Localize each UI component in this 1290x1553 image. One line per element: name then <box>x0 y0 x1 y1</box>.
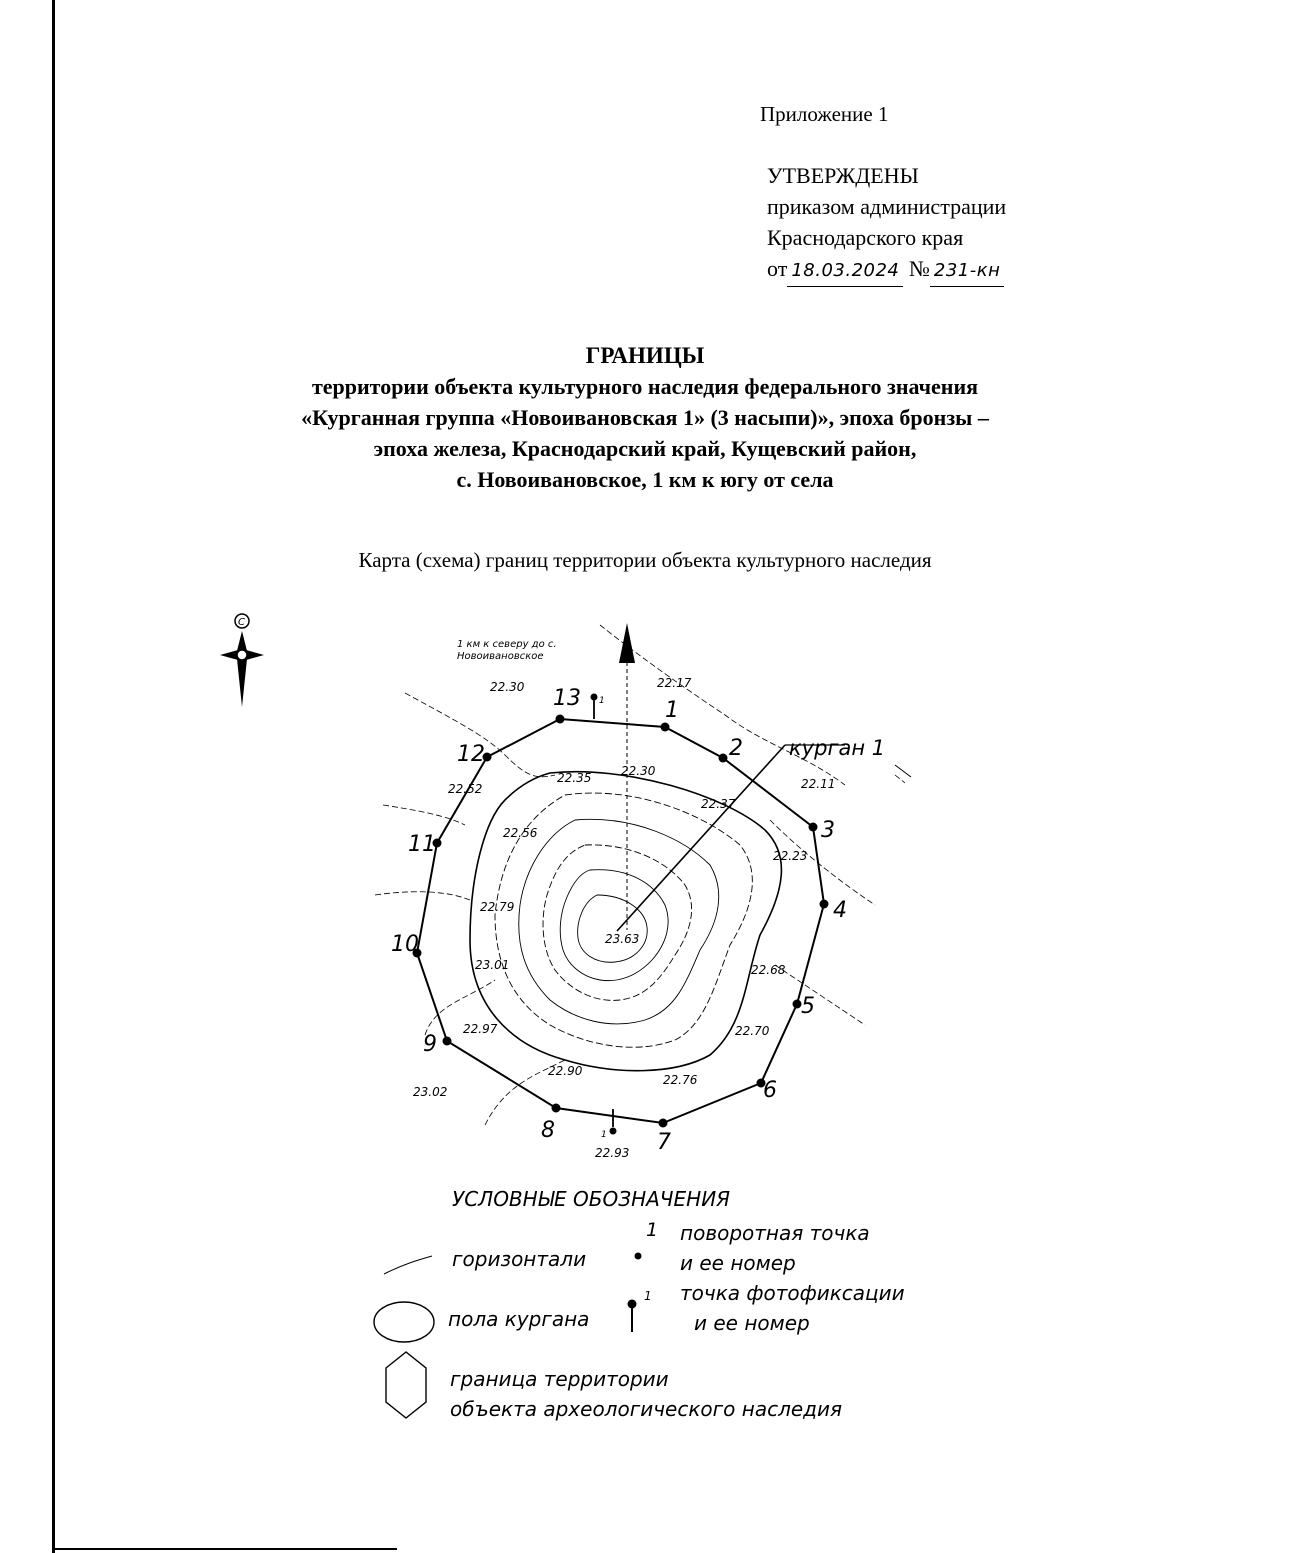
elevation-mark: 23.02 <box>413 1085 448 1099</box>
contour-line-icon <box>384 1256 432 1274</box>
document-title-block <box>0 340 1290 495</box>
point-label-4: 4 <box>833 898 847 923</box>
elevation-mark: 22.35 <box>557 771 592 785</box>
point-label-5: 5 <box>801 994 815 1019</box>
page-border-left <box>52 0 55 1553</box>
order-number: 231-кн <box>930 255 1005 287</box>
title-line-2: «Курганная группа «Новоивановская 1» (3 насыпи)», эпоха бронзы – <box>301 405 989 430</box>
elevation-mark: 22.68 <box>751 963 786 977</box>
legend-photo-2: и ее номер <box>694 1311 810 1335</box>
boundary-point-labels <box>391 686 847 1155</box>
legend-mound-floor: пола кургана <box>448 1307 590 1331</box>
legend-turn-point-1: поворотная точка <box>680 1221 870 1245</box>
elevation-mark: 22.97 <box>463 1022 498 1036</box>
approval-date-line <box>767 253 1006 287</box>
legend-boundary-1: граница территории <box>450 1367 669 1391</box>
point-label-9: 9 <box>423 1032 437 1057</box>
title-line-4: с. Новоивановское, 1 км к югу от села <box>456 467 834 492</box>
svg-text:С: С <box>238 617 245 628</box>
north-note-2: Новоивановское <box>457 651 544 662</box>
elevation-mark: 22.90 <box>548 1064 583 1078</box>
approval-line-2: приказом администрации <box>767 194 1007 219</box>
point-label-13: 13 <box>553 686 581 711</box>
title-line-1: территории объекта культурного наследия федерального значения <box>311 374 979 399</box>
legend-turn-point-number: 1 <box>646 1219 659 1241</box>
compass-rose-icon <box>220 614 264 707</box>
title-line-3: эпоха железа, Краснодарский край, Кущевский район, <box>373 436 917 461</box>
elevation-mark: 23.63 <box>605 932 640 946</box>
point-label-8: 8 <box>541 1118 555 1143</box>
point-label-2: 2 <box>729 736 743 761</box>
mound-label: курган 1 <box>789 736 886 760</box>
elevation-mark: 22.23 <box>773 849 808 863</box>
approval-title: УТВЕРЖДЕНЫ <box>767 163 919 188</box>
legend <box>360 1180 960 1430</box>
elevation-mark: 22.79 <box>480 900 515 914</box>
point-label-1: 1 <box>665 698 679 723</box>
legend-turn-point-2: и ее номер <box>680 1251 796 1275</box>
approval-block <box>767 160 1006 287</box>
point-label-7: 7 <box>657 1130 671 1155</box>
north-note-1: 1 км к северу до с. <box>457 639 557 650</box>
elevation-mark: 22.17 <box>657 676 692 690</box>
appendix-label: Приложение 1 <box>760 102 889 126</box>
elevation-mark: 22.11 <box>801 777 836 791</box>
territory-boundary <box>417 719 824 1123</box>
document-heading: ГРАНИЦЫ <box>585 343 705 368</box>
from-label: от <box>767 256 788 281</box>
elevation-mark: 22.30 <box>621 764 656 778</box>
photo-point-label-bottom: 1 <box>601 1130 607 1140</box>
legend-contours: горизонтали <box>452 1247 587 1271</box>
number-label: № <box>908 256 930 281</box>
point-label-3: 3 <box>821 818 835 843</box>
elevation-mark: 22.52 <box>448 782 483 796</box>
boundary-map <box>205 605 905 1160</box>
territory-boundary-icon <box>386 1352 426 1418</box>
point-label-11: 11 <box>408 832 436 857</box>
legend-title: УСЛОВНЫЕ ОБОЗНАЧЕНИЯ <box>452 1187 731 1211</box>
legend-photo-number: 1 <box>644 1289 652 1303</box>
photo-fixation-icon <box>628 1300 637 1309</box>
elevation-mark: 22.93 <box>595 1146 630 1160</box>
elevation-mark: 22.76 <box>663 1073 698 1087</box>
elevation-mark: 22.70 <box>735 1024 770 1038</box>
photo-point-label-top: 1 <box>599 696 605 706</box>
point-label-12: 12 <box>457 742 485 767</box>
elevation-mark: 22.56 <box>503 826 538 840</box>
legend-photo-1: точка фотофиксации <box>680 1281 905 1305</box>
order-date: 18.03.2024 <box>787 255 903 287</box>
elevation-mark: 22.37 <box>701 797 736 811</box>
mound-floor-icon <box>374 1302 434 1342</box>
page-border-bottom <box>52 1548 397 1550</box>
elevation-mark: 22.30 <box>490 680 525 694</box>
point-label-10: 10 <box>391 932 419 957</box>
terrain-contours <box>375 625 905 1125</box>
map-caption: Карта (схема) границ территории объекта культурного наследия <box>358 548 932 572</box>
legend-boundary-2: объекта археологического наследия <box>450 1397 843 1421</box>
approval-line-3: Краснодарского края <box>767 225 964 250</box>
turn-point-icon <box>635 1253 642 1260</box>
point-label-6: 6 <box>763 1078 777 1103</box>
elevation-mark: 23.01 <box>475 958 510 972</box>
